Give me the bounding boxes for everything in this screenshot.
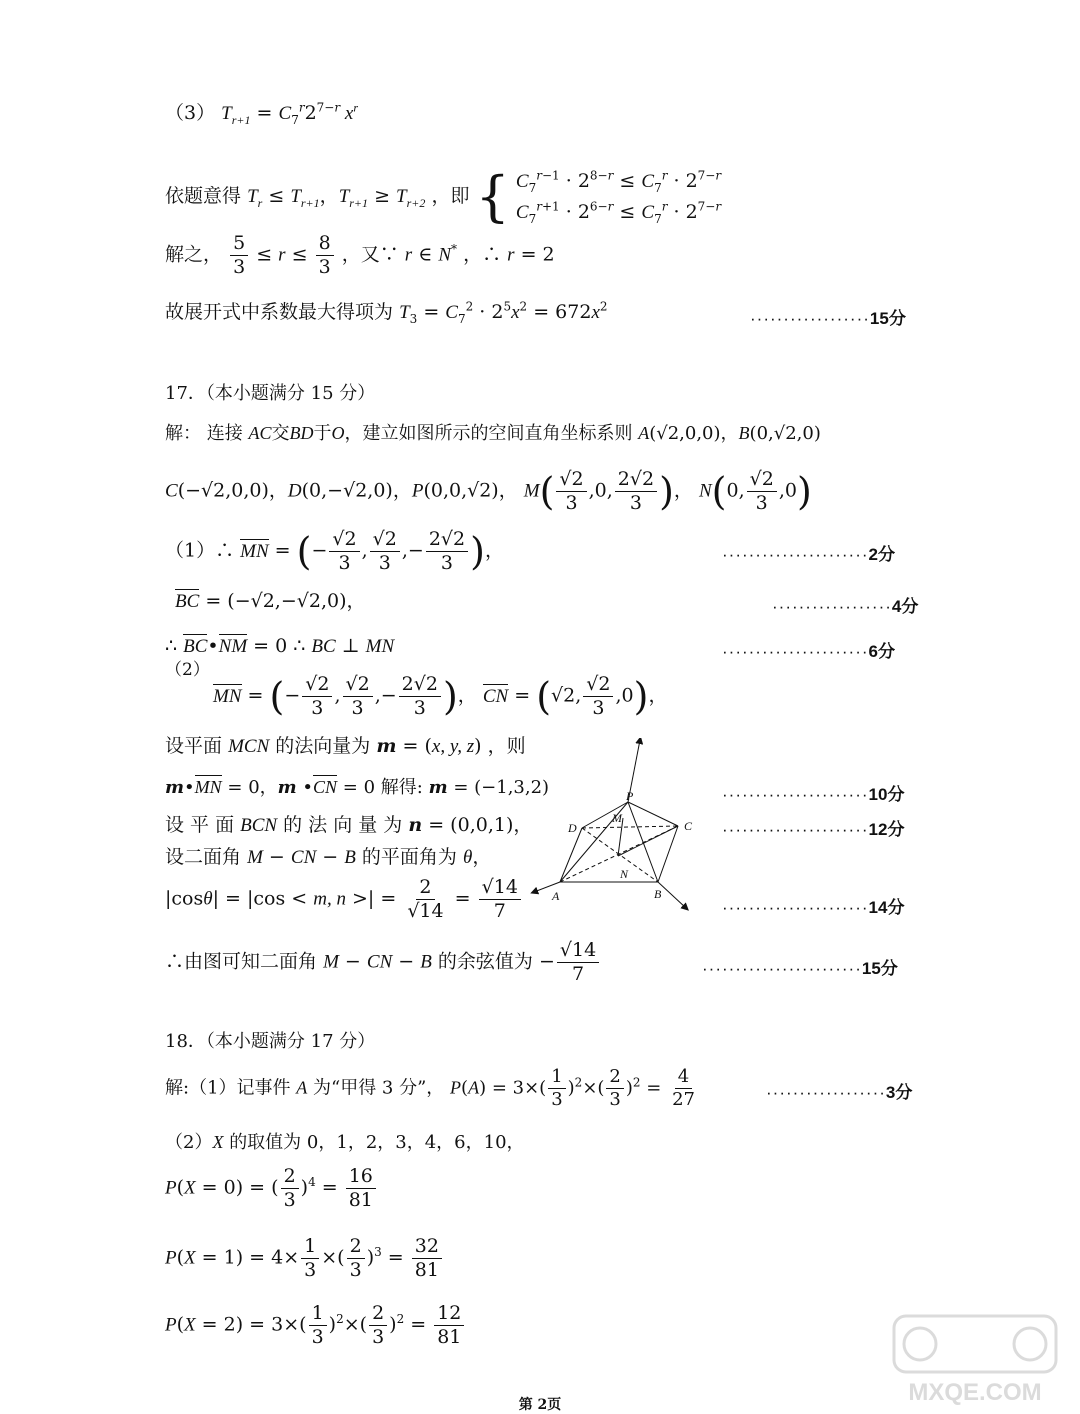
q17-normal1-mid: 的法向量为 <box>275 735 371 757</box>
q17-setup-d: ，建立如图所示的空间直角坐标系则 <box>344 423 633 444</box>
p16-solve-text: 解之， <box>165 243 223 266</box>
q18-line-px1: P(X = 1) = 4× $\frac{1}{3}$ ×( $\frac{2}{3}$ )$^3$ = $\frac{32}{81}$ <box>165 1237 444 1280</box>
watermark-logo <box>890 1312 1060 1407</box>
pyramid-figure <box>530 738 695 916</box>
q18-line-values: （2）X 的取值为 0，1，2，3，4，6，10， <box>165 1132 525 1153</box>
q18-line-px2: P(X = 2) = 3×( $\frac{1}{3}$ )$^2$×( $\frac{2}{3}$ )$^2$ = $\frac{12}{81}$ <box>165 1304 466 1347</box>
watermark-text: MXQE.COM <box>908 1379 1042 1406</box>
q17-setup-c: 于 <box>313 423 332 444</box>
q17-score-12: ······················12分 <box>722 820 905 839</box>
p16-score: ··················15分 <box>750 309 906 328</box>
q17-setup-b: 交 <box>271 423 290 444</box>
q17-line-solve: m•MN = 0，m •CN = 0 解得: m = (−1,3,2) <box>165 777 550 798</box>
q17-normal1-tail: ，则 <box>487 735 526 757</box>
q17-line-coords: C(−√2,0,0)，D(0,−√2,0)，P(0,0,√2)， M( $\frac{√2}{3}$ ,0, $\frac{2√2}{3}$ )， N(0, $\frac{√2}{3}$ ,0) <box>165 468 812 514</box>
q17-part2-label: （2） <box>165 660 210 680</box>
q18-part2-label: （2） <box>165 1132 213 1153</box>
q17-score-15: ························15分 <box>702 959 898 978</box>
q17-score-4: ··················4分 <box>772 597 919 616</box>
fig-label-C: C <box>684 819 693 833</box>
p16-solve-tail: ，∴ <box>463 243 502 266</box>
fig-label-A: A <box>552 889 560 903</box>
fig-label-D: D <box>568 821 577 835</box>
q18-line-event: 解:（1）记事件 A 为“甲得 3 分”， P(A) = 3×( $\frac{1}{3}$ )$^2$×( $\frac{2}{3}$ )$^2$ = $\frac{4}{27}$ <box>165 1066 695 1110</box>
q17-score-14: ······················14分 <box>722 898 905 917</box>
q17-line-perp: ∴ BC•NM = 0 ∴ BC ⊥ MN <box>165 635 395 657</box>
q17-line-cos: |cosθ| = |cos < m, n >| = $\frac{2}{√14}$ = $\frac{√14}{7}$ <box>165 878 523 921</box>
q18-event-a: 解:（1）记事件 <box>165 1077 291 1099</box>
q17-line-bc: BC = (−√2,−√2,0)， <box>175 590 366 612</box>
q17-line-conclusion: ∴由图可知二面角 M − CN − B 的余弦值为 − $\frac{√14}{7}$ <box>165 941 601 984</box>
q18-line-px0: P(X = 0) = ( $\frac{2}{3}$ )$^4$ = $\frac{16}{81}$ <box>165 1167 378 1210</box>
q17-part1-label: （1）∴ <box>165 539 235 562</box>
q17-normal2-mid: 的 法 向 量 为 <box>283 814 403 836</box>
q18-values-text: 的取值为 0，1，2，3，4，6，10， <box>229 1132 525 1153</box>
p16-part3-label: （3） <box>165 102 216 124</box>
p16-condition-mid: ，即 <box>431 185 470 207</box>
p16-line-answer: 故展开式中系数最大得项为 $T_3 = C_7^2 \cdot 2^5x^2 = 672x^2$ <box>165 299 608 326</box>
p16-line-condition: 依题意得 $T_r \le T_{r+1}$，$T_{r+1} \ge T_{r+2}$ ，即 { $C_7^{r-1} \cdot 2^{8-r} \le C_7^r \cdot 2^{7-r}$ $C_7^{r+1} \cdot 2^{6-r} \le C_7^r \cdot 2^{7-r}$ <box>165 165 722 228</box>
q17-line-setup: 解： 连接 AC交BD于O，建立如图所示的空间直角坐标系则 A(√2,0,0)，B(0,√2,0) <box>165 423 821 444</box>
q17-solve-text: 解得: <box>380 777 423 798</box>
q17-line-normal1: 设平面 MCN 的法向量为 m = (x, y, z) ，则 <box>165 735 526 757</box>
p16-condition-text: 依题意得 <box>165 185 242 207</box>
q17-setup-a: 解： 连接 <box>165 423 243 444</box>
q17-concl-text: ∴由图可知二面角 <box>165 950 318 973</box>
p16-line-formula: （3） $T_{r+1} = C_7^r2^{7-r}$ $x^r$ <box>165 100 358 127</box>
p16-line-solve: 解之， $\frac{5}{3}$ ≤ r ≤ $\frac{8}{3}$ ，又∵ r ∈ N* ，∴ r = 2 <box>165 232 555 278</box>
q17-angle-mid: 的平面角为 <box>361 846 457 868</box>
q17-line-angle: 设二面角 M − CN − B 的平面角为 θ， <box>165 846 492 868</box>
page-footer: 第 2页 <box>518 1397 562 1413</box>
fig-label-N: N <box>620 867 629 881</box>
q18-header: 18．（本小题满分 17 分） <box>165 1031 376 1052</box>
q17-concl-mid: 的余弦值为 <box>437 950 533 973</box>
q17-normal1-text: 设平面 <box>165 735 223 757</box>
p16-solve-mid: ，又∵ <box>341 243 399 266</box>
fig-label-B: B <box>654 887 662 901</box>
q18-score-3: ··················3分 <box>766 1083 913 1102</box>
fig-label-P: P <box>626 789 634 803</box>
q17-header: 17．（本小题满分 15 分） <box>165 383 376 404</box>
q17-angle-text: 设二面角 <box>165 846 242 868</box>
q17-line-vectors: MN = (− $\frac{√2}{3}$ , $\frac{√2}{3}$ ,− $\frac{2√2}{3}$ )， CN = (√2, $\frac{√2}{3}$ ,0)， <box>213 673 668 719</box>
q17-score-6: ······················6分 <box>722 642 896 661</box>
fig-label-M: M <box>612 811 622 825</box>
q17-line-normal2: 设 平 面 BCN 的 法 向 量 为 n = (0,0,1)， <box>165 814 533 836</box>
q17-score-10: ······················10分 <box>722 785 905 804</box>
q17-line-mn: （1）∴ MN = (− $\frac{√2}{3}$ , $\frac{√2}{3}$ ,− $\frac{2√2}{3}$ )， <box>165 528 504 574</box>
q17-score-2: ······················2分 <box>722 545 896 564</box>
q17-normal2-text: 设 平 面 <box>165 814 235 836</box>
p16-answer-text: 故展开式中系数最大得项为 <box>165 301 394 323</box>
q18-event-b: 为“甲得 3 分”， <box>313 1077 445 1099</box>
